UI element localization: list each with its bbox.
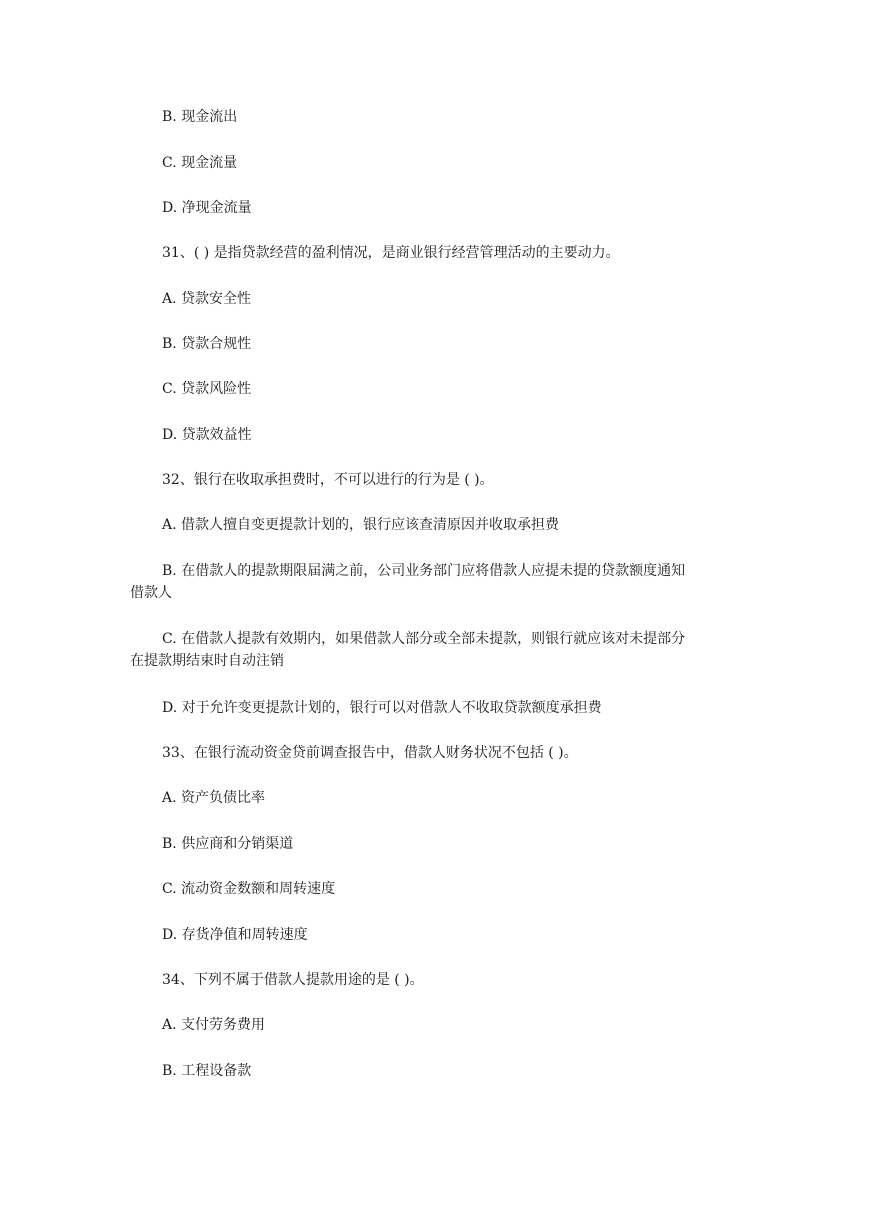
question-33: 33、在银行流动资金贷前调查报告中，借款人财务状况不包括 ( )。 <box>162 745 578 761</box>
option-d-net-cash-flow: D. 净现金流量 <box>162 200 252 216</box>
question-31: 31、( ) 是指贷款经营的盈利情况，是商业银行经营管理活动的主要动力。 <box>162 245 620 261</box>
question-32-option-c <box>130 628 750 672</box>
question-32-option-b <box>130 560 750 604</box>
question-31-option-a: A. 贷款安全性 <box>162 291 252 307</box>
question-32-option-d: D. 对于允许变更提款计划的，银行可以对借款人不收取贷款额度承担费 <box>162 700 602 716</box>
question-34-option-a: A. 支付劳务费用 <box>162 1017 266 1033</box>
question-34-option-b: B. 工程设备款 <box>162 1063 252 1079</box>
question-32-option-a: A. 借款人擅自变更提款计划的，银行应该查清原因并收取承担费 <box>162 517 560 533</box>
option-c-cash-flow: C. 现金流量 <box>162 155 238 171</box>
question-32-option-b-line-1: B. 在借款人的提款期限届满之前，公司业务部门应将借款人应提未提的贷款额度通知 <box>162 563 686 579</box>
question-31-option-d: D. 贷款效益性 <box>162 427 252 443</box>
question-31-option-b: B. 贷款合规性 <box>162 336 252 352</box>
question-33-option-d: D. 存货净值和周转速度 <box>162 927 308 943</box>
question-32-option-b-line-2: 借款人 <box>130 585 172 601</box>
question-31-option-c: C. 贷款风险性 <box>162 381 252 397</box>
question-32-option-c-line-2: 在提款期结束时自动注销 <box>130 653 284 669</box>
question-32: 32、银行在收取承担费时，不可以进行的行为是 ( )。 <box>162 472 494 488</box>
question-33-option-a: A. 资产负债比率 <box>162 790 266 806</box>
question-33-option-c: C. 流动资金数额和周转速度 <box>162 881 336 897</box>
option-b-cash-outflow: B. 现金流出 <box>162 109 238 125</box>
question-32-option-c-line-1: C. 在借款人提款有效期内，如果借款人部分或全部未提款，则银行就应该对未提部分 <box>162 631 686 647</box>
question-34: 34、下列不属于借款人提款用途的是 ( )。 <box>162 972 424 988</box>
question-33-option-b: B. 供应商和分销渠道 <box>162 836 294 852</box>
